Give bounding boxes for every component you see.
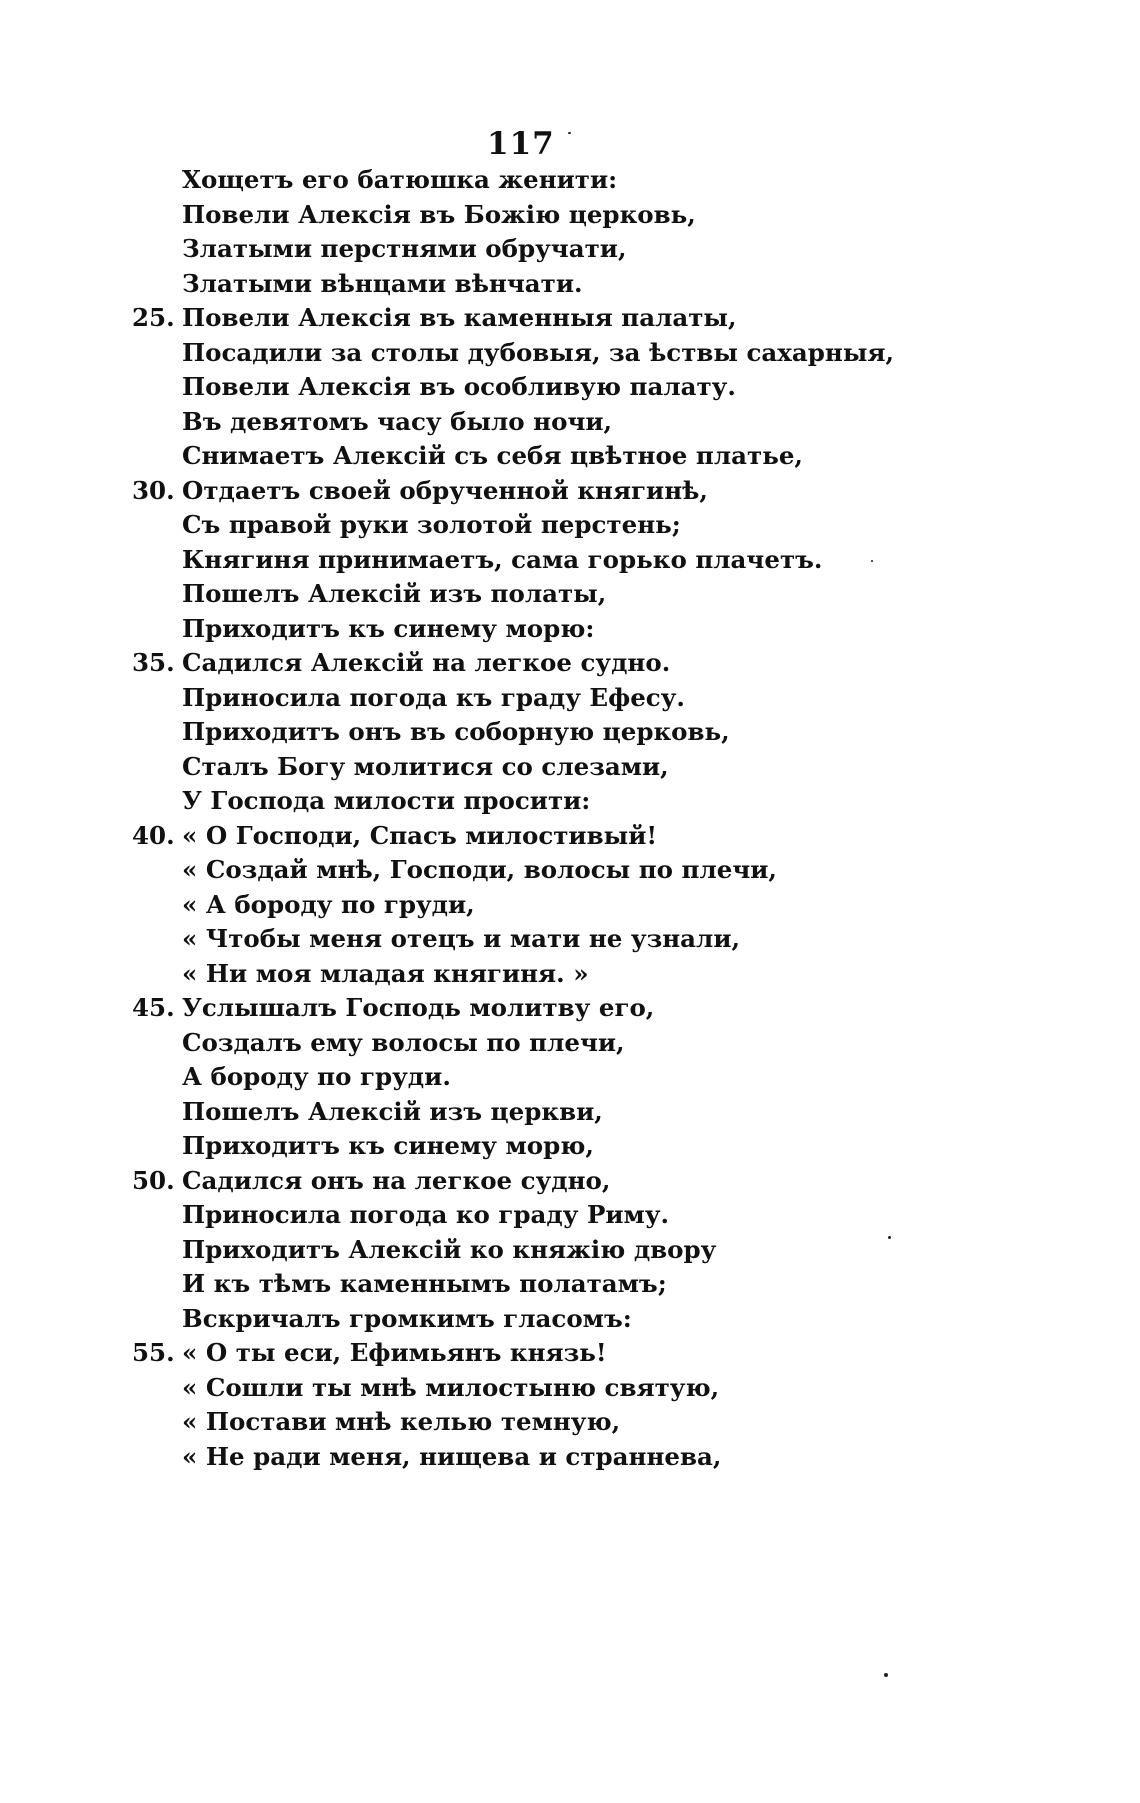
line-text: Хощетъ его батюшка женити: bbox=[182, 165, 618, 194]
line-text: « Сошли ты мнѣ милостыню святую, bbox=[182, 1372, 720, 1402]
line-number: 30. bbox=[132, 475, 175, 505]
line-text: Повели Алексія въ особливую палату. bbox=[182, 372, 736, 401]
line-text: А бороду по груди. bbox=[182, 1062, 451, 1091]
verse-line bbox=[0, 957, 1140, 992]
verse-line bbox=[0, 267, 1140, 302]
line-text: Услышалъ Господь молитву его, bbox=[182, 993, 655, 1022]
verse-line bbox=[0, 681, 1140, 716]
verse-line bbox=[0, 1371, 1140, 1406]
verse-line bbox=[0, 1198, 1140, 1233]
verse-line bbox=[0, 198, 1140, 233]
line-text: Златыми перстнями обручати, bbox=[182, 234, 627, 263]
line-text: « О ты еси, Ефимьянъ князь! bbox=[182, 1338, 607, 1367]
line-text: Княгиня принимаетъ, сама горько плачетъ. bbox=[182, 544, 823, 574]
verse-line bbox=[0, 1233, 1140, 1268]
line-number: 55. bbox=[132, 1338, 175, 1367]
line-text: « Чтобы меня отецъ и мати не узнали, bbox=[182, 924, 741, 953]
verse-line bbox=[0, 370, 1140, 405]
poem-verses bbox=[0, 163, 1140, 1474]
verse-line bbox=[0, 922, 1140, 957]
line-text: Повели Алексія въ каменныя палаты, bbox=[182, 303, 737, 332]
verse-line bbox=[0, 1095, 1140, 1130]
line-text: Приходитъ къ синему морю, bbox=[182, 1131, 594, 1160]
line-text: Приносила погода къ граду Ефесу. bbox=[182, 682, 685, 712]
line-text: Вскричалъ громкимъ гласомъ: bbox=[182, 1303, 632, 1333]
line-text: Садился Алексій на легкое судно. bbox=[182, 648, 671, 677]
verse-line bbox=[0, 301, 1140, 336]
line-text: Повели Алексія въ Божію церковь, bbox=[182, 199, 696, 229]
line-number: 25. bbox=[132, 303, 175, 332]
verse-line bbox=[0, 646, 1140, 681]
line-text: Пошелъ Алексій изъ церкви, bbox=[182, 1096, 603, 1126]
verse-line bbox=[0, 1026, 1140, 1061]
line-text: Снимаетъ Алексій съ себя цвѣтное платье, bbox=[182, 441, 803, 470]
line-text: « Создай мнѣ, Господи, волосы по плечи, bbox=[182, 855, 777, 884]
verse-line bbox=[0, 1302, 1140, 1337]
verse-line bbox=[0, 1405, 1140, 1440]
verse-line bbox=[0, 715, 1140, 750]
scan-speck bbox=[884, 1673, 888, 1677]
verse-line bbox=[0, 1267, 1140, 1302]
scan-speck bbox=[871, 560, 873, 562]
line-text: И къ тѣмъ каменнымъ полатамъ; bbox=[182, 1269, 667, 1298]
line-text: Отдаетъ своей обрученной княгинѣ, bbox=[182, 475, 708, 505]
verse-line bbox=[0, 784, 1140, 819]
line-number: 40. bbox=[132, 820, 175, 850]
line-text: Садился онъ на легкое судно, bbox=[182, 1165, 611, 1195]
verse-line bbox=[0, 336, 1140, 371]
verse-line bbox=[0, 853, 1140, 888]
line-text: Сталъ Богу молитися со слезами, bbox=[182, 751, 669, 781]
verse-line bbox=[0, 577, 1140, 612]
verse-line bbox=[0, 991, 1140, 1026]
line-number: 35. bbox=[132, 648, 175, 677]
verse-line bbox=[0, 405, 1140, 440]
verse-line bbox=[0, 819, 1140, 854]
line-text: Пошелъ Алексій изъ полаты, bbox=[182, 579, 607, 608]
line-text: « А бороду по груди, bbox=[182, 889, 475, 919]
verse-line bbox=[0, 1129, 1140, 1164]
line-number: 50. bbox=[132, 1165, 175, 1195]
line-text: Приходитъ Алексій ко княжію двору bbox=[182, 1234, 717, 1264]
line-text: « О Господи, Спасъ милостивый! bbox=[182, 820, 658, 850]
verse-line bbox=[0, 1336, 1140, 1371]
line-text: « Не ради меня, нищева и страннева, bbox=[182, 1441, 722, 1471]
verse-line bbox=[0, 888, 1140, 923]
verse-line bbox=[0, 1060, 1140, 1095]
line-text: Посадили за столы дубовыя, за ѣствы сахарныя, bbox=[182, 337, 895, 367]
verse-line bbox=[0, 1440, 1140, 1475]
verse-line bbox=[0, 508, 1140, 543]
line-text: Съ правой руки золотой перстень; bbox=[182, 510, 681, 539]
line-text: « Постави мнѣ келью темную, bbox=[182, 1407, 621, 1436]
verse-line bbox=[0, 232, 1140, 267]
scan-speck bbox=[568, 132, 571, 134]
scan-speck bbox=[888, 1236, 891, 1239]
page-number: 117 bbox=[487, 126, 555, 162]
verse-line bbox=[0, 612, 1140, 647]
line-text: Создалъ ему волосы по плечи, bbox=[182, 1027, 625, 1057]
verse-line bbox=[0, 439, 1140, 474]
verse-line bbox=[0, 750, 1140, 785]
line-text: Приносила погода ко граду Риму. bbox=[182, 1200, 670, 1229]
line-text: Приходитъ къ синему морю: bbox=[182, 613, 595, 643]
line-number: 45. bbox=[132, 993, 175, 1022]
verse-line bbox=[0, 163, 1140, 198]
line-text: Въ девятомъ часу было ночи, bbox=[182, 406, 613, 436]
verse-line bbox=[0, 1164, 1140, 1199]
line-text: Златыми вѣнцами вѣнчати. bbox=[182, 268, 583, 298]
line-text: « Ни моя младая княгиня. » bbox=[182, 958, 589, 988]
verse-line bbox=[0, 543, 1140, 578]
verse-line bbox=[0, 474, 1140, 509]
line-text: У Господа милости просити: bbox=[182, 786, 591, 815]
line-text: Приходитъ онъ въ соборную церковь, bbox=[182, 717, 730, 746]
